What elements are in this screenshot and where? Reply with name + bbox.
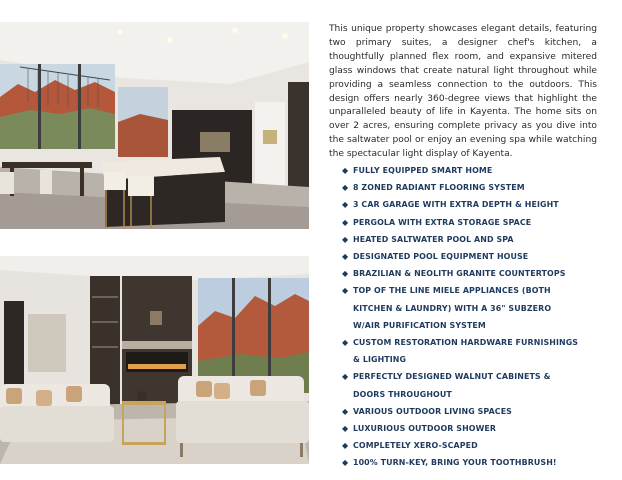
- diamond-bullet-icon: ◆: [342, 166, 349, 175]
- diamond-bullet-icon: ◆: [342, 286, 349, 296]
- list-item: ◆ HEATED SALTWATER POOL AND SPA: [342, 231, 614, 248]
- diamond-bullet-icon: ◆: [342, 183, 349, 193]
- list-item: ◆ DESIGNATED POOL EQUIPMENT HOUSE: [342, 248, 614, 265]
- diamond-bullet-icon: ◆: [342, 234, 349, 244]
- diamond-bullet-icon: ◆: [342, 424, 349, 434]
- list-item: ◆ BRAZILIAN & NEOLITH GRANITE COUNTERTOPS: [342, 265, 614, 282]
- diamond-bullet-icon: ◆: [342, 200, 349, 210]
- kitchen-photo: [0, 22, 309, 229]
- list-item: ◆ PERGOLA WITH EXTRA STORAGE SPACE: [342, 214, 614, 231]
- living-room-photo: [0, 256, 309, 464]
- list-item: ◆ 100% TURN-KEY, BRING YOUR TOOTHBRUSH!: [342, 454, 614, 471]
- list-item: ◆ COMPLETELY XERO-SCAPED: [342, 437, 614, 454]
- property-description: This unique property showcases elegant details, featuring two primary suites, a designer chef's kitchen, a thoughtfully planned flex room, and expansive mitered glass windows that create natural light throughout while providing a seamless connection to the outdoors. This design offers nearly 360-degree views that highlight the unparalleled beauty of life in Kayenta. The home sits on over 2 acres, ensuring complete privacy as you dive into the saltwater pool or enjoy an evening spa while watching the spectacular light display of Kayenta.: [329, 24, 597, 160]
- list-item: ◆ 3 CAR GARAGE WITH EXTRA DEPTH & HEIGHT: [342, 196, 614, 213]
- diamond-bullet-icon: ◆: [342, 269, 349, 279]
- list-item: ◆ PERFECTLY DESIGNED WALNUT CABINETS & DOORS THROUGHOUT: [342, 368, 553, 402]
- diamond-bullet-icon: ◆: [342, 441, 349, 451]
- list-item: ◆ VARIOUS OUTDOOR LIVING SPACES: [342, 403, 614, 420]
- diamond-bullet-icon: ◆: [342, 406, 349, 416]
- diamond-bullet-icon: ◆: [342, 372, 349, 382]
- list-item: ◆ FULLY EQUIPPED SMART HOME: [342, 162, 614, 179]
- list-item: ◆ LUXURIOUS OUTDOOR SHOWER: [342, 420, 614, 437]
- list-item: ◆ CUSTOM RESTORATION HARDWARE FURNISHINGS & LIGHTING: [342, 334, 579, 368]
- list-item: ◆ 8 ZONED RADIANT FLOORING SYSTEM: [342, 179, 614, 196]
- diamond-bullet-icon: ◆: [342, 217, 349, 227]
- feature-list: [342, 162, 614, 472]
- diamond-bullet-icon: ◆: [342, 338, 349, 348]
- list-item: ◆ TOP OF THE LINE MIELE APPLIANCES (BOTH KITCHEN & LAUNDRY) WITH A 36" SUBZERO W/AIR PURIFICATION SYSTEM: [342, 282, 581, 334]
- diamond-bullet-icon: ◆: [342, 252, 349, 262]
- diamond-bullet-icon: ◆: [342, 458, 349, 468]
